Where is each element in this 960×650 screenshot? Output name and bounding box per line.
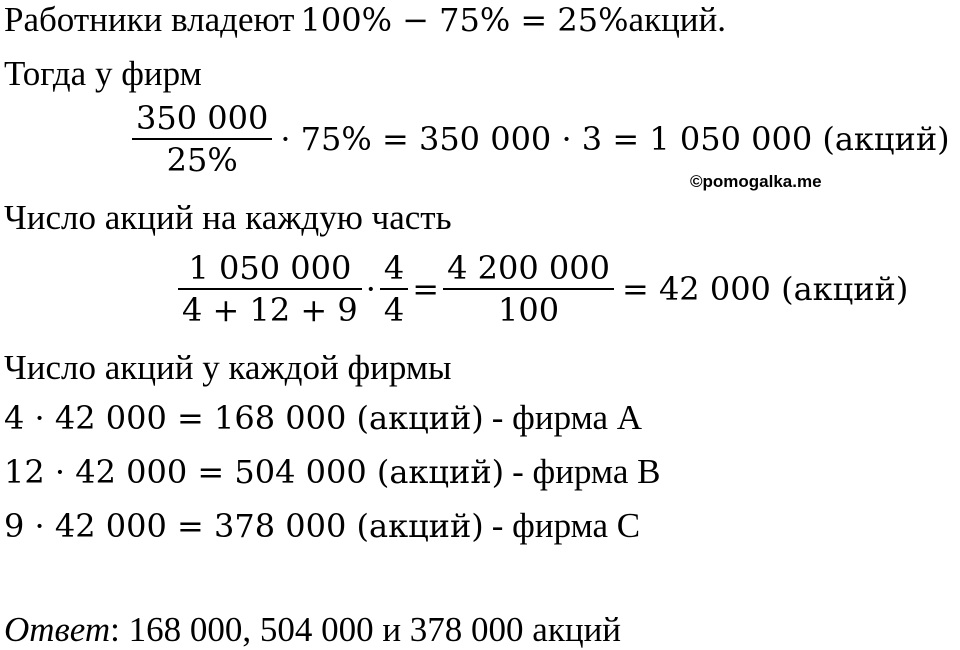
answer-label: Ответ <box>4 610 111 649</box>
statement-expression: 100% − 75% = 25% <box>300 1 629 39</box>
statement-text: Работники владеют <box>4 0 295 39</box>
statement-line-3: Число акций на каждую часть <box>4 198 452 237</box>
equals-sign: = <box>412 270 440 308</box>
fraction-4-over-4 <box>380 248 408 330</box>
result-expression: 4 · 42 000 = 168 000 (акций) <box>4 399 484 437</box>
fraction-350000-over-25 <box>132 98 272 180</box>
result-expression: 9 · 42 000 = 378 000 (акций) <box>4 507 484 545</box>
fraction-numerator: 350 000 <box>136 99 269 137</box>
fraction-denominator: 4 + 12 + 9 <box>182 291 358 329</box>
fraction-denominator: 100 <box>497 291 560 329</box>
fraction-4200000-over-100 <box>443 248 614 330</box>
answer-line <box>4 610 621 650</box>
formula-1 <box>132 98 950 180</box>
statement-line-2: Тогда у фирм <box>4 54 202 93</box>
formula-1-rest: · 75% = 350 000 · 3 = 1 050 000 (акций) <box>280 120 950 158</box>
result-row-b <box>4 452 660 492</box>
fraction-1050000-over-sum <box>178 248 362 330</box>
fraction-numerator: 4 200 000 <box>447 249 610 287</box>
result-expression: 12 · 42 000 = 504 000 (акций) <box>4 453 505 491</box>
fraction-denominator: 4 <box>383 291 405 329</box>
statement-line-4: Число акций у каждой фирмы <box>4 348 452 387</box>
watermark: ©pomogalka.me <box>690 172 822 191</box>
formula-2 <box>178 248 908 330</box>
result-label: - фирма В <box>512 452 661 491</box>
result-row-c <box>4 506 640 546</box>
formula-2-rest: = 42 000 (акций) <box>621 270 909 308</box>
fraction-numerator: 1 050 000 <box>188 249 352 287</box>
statement-line-1 <box>4 0 726 40</box>
multiply-dot: · <box>365 270 376 308</box>
fraction-numerator: 4 <box>383 249 405 287</box>
result-row-a <box>4 398 642 438</box>
fraction-denominator: 25% <box>166 141 238 179</box>
answer-text: : 168 000, 504 000 и 378 000 акций <box>110 610 622 649</box>
result-label: - фирма С <box>491 506 641 545</box>
result-label: - фирма А <box>491 398 643 437</box>
statement-tail: акций. <box>628 0 727 39</box>
